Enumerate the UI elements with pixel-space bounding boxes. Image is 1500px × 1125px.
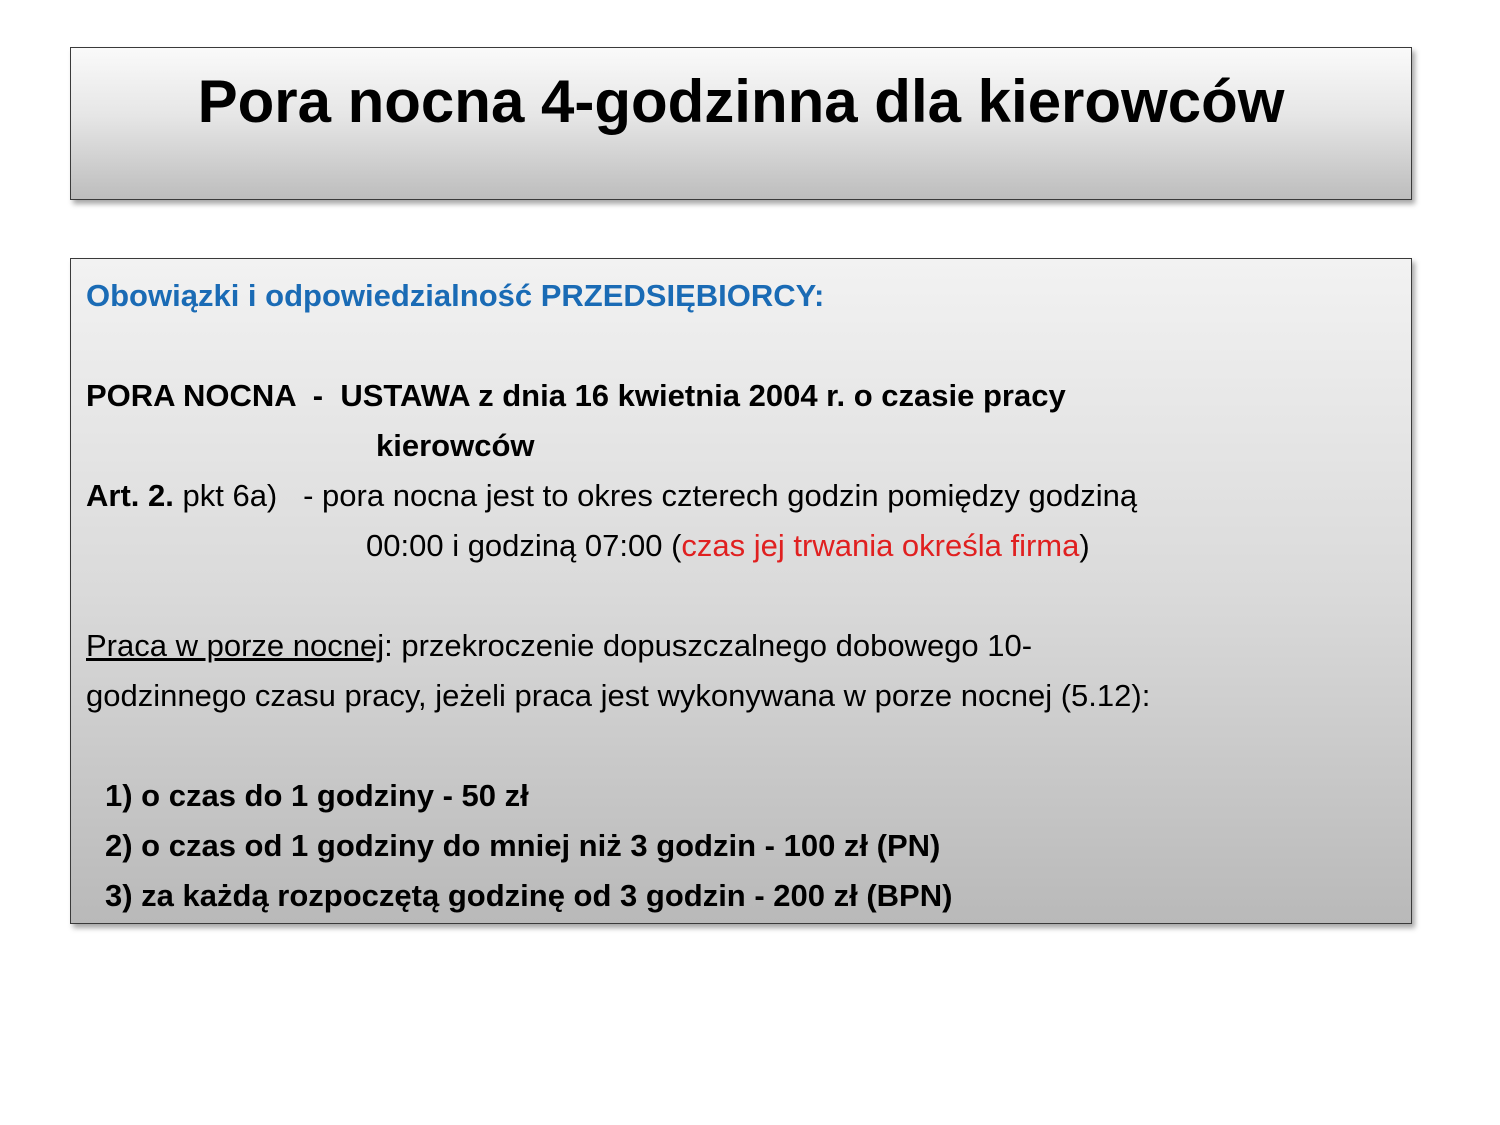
list-item: 3) za każdą rozpoczętą godzinę od 3 godzin - 200 zł (BPN) [105,878,953,913]
ustawa-text: USTAWA z dnia 16 kwietnia 2004 r. o czasie pracy [340,378,1066,413]
ustawa-label: PORA NOCNA [86,378,296,413]
content-box [70,258,1412,924]
praca-line-2: godzinnego czasu pracy, jeżeli praca jest wykonywana w porze nocnej (5.12): [86,678,1151,713]
art-pkt: pkt 6a) [182,478,278,513]
art-line-2 [86,521,1411,571]
list-item: 2) o czas od 1 godziny do mniej niż 3 godzin - 100 zł (PN) [105,828,941,863]
art-text: - pora nocna jest to okres czterech godzin pomiędzy godziną [303,478,1138,513]
title-box [70,47,1412,200]
art-label: Art. 2. [86,478,174,513]
praca-label: Praca w porze nocnej [86,628,385,663]
ustawa-line-1 [86,371,1411,421]
slide-title: Pora nocna 4-godzinna dla kierowców [197,68,1285,135]
praca-line-1 [86,621,1411,671]
art-line-1 [86,471,1411,521]
spacer [86,721,1411,771]
spacer [86,321,1411,371]
art-text-start: 00:00 i godziną 07:00 ( [366,528,682,563]
ustawa-dash: - [312,378,324,413]
list-item: 1) o czas do 1 godziny - 50 zł [105,778,529,813]
ustawa-line-2: kierowców [376,428,535,463]
art-text-highlight: czas jej trwania określa firma [681,528,1080,563]
praca-text: : przekroczenie dopuszczalnego dobowego 10- [384,628,1033,663]
art-text-end: ) [1079,528,1090,563]
spacer [86,571,1411,621]
section-heading: Obowiązki i odpowiedzialność PRZEDSIĘBIORCY: [86,278,825,313]
